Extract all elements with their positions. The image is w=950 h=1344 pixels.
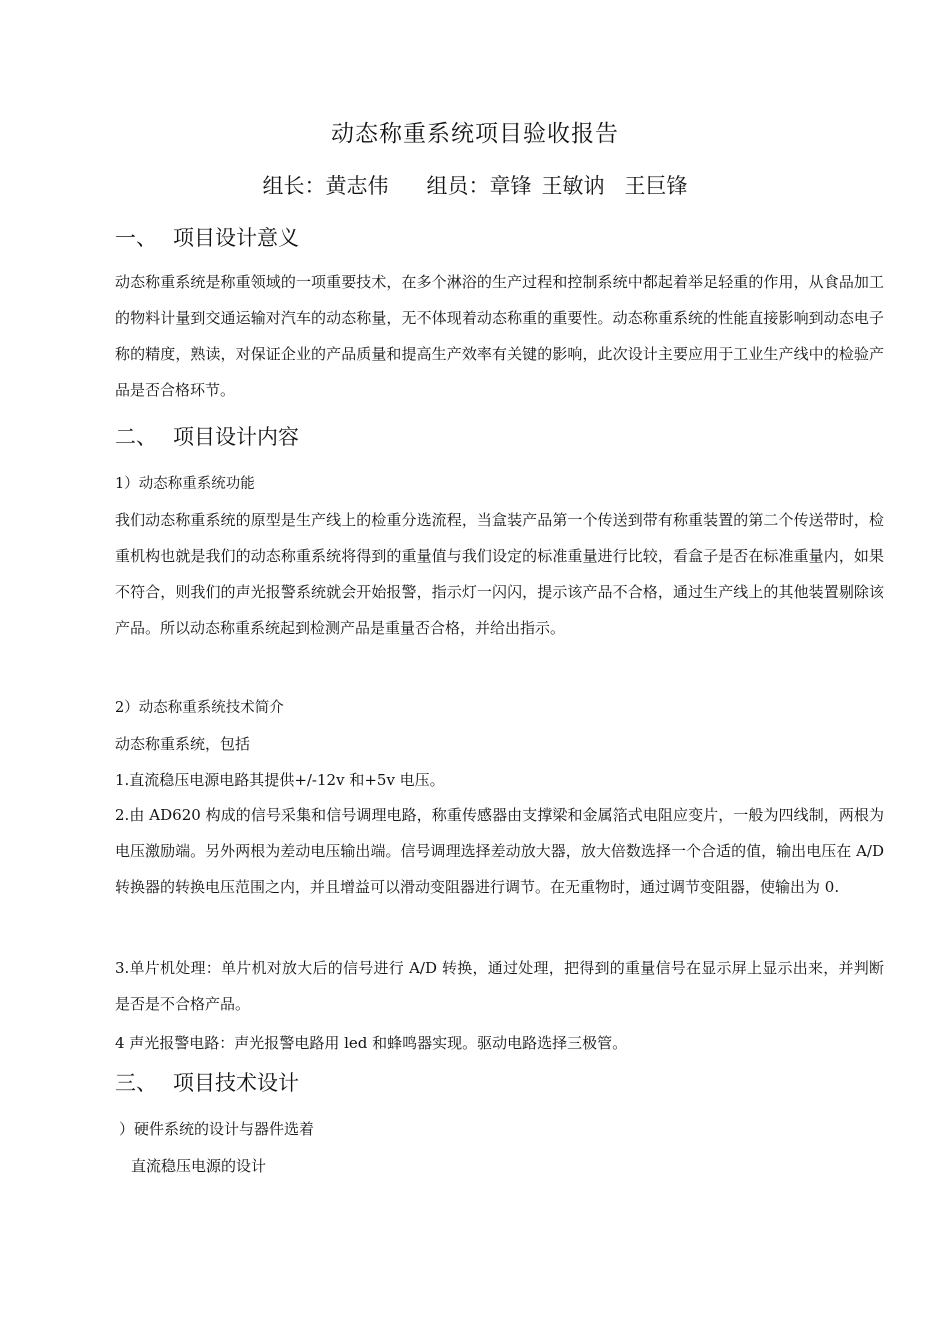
team-members-line [0,170,950,200]
subsection-title: 1）动态称重系统功能 [115,476,255,492]
section-heading [115,222,299,252]
members-label: 组员： [426,174,490,198]
section-number: 二、 [115,425,157,449]
member-name: 王敏讷 [541,174,605,198]
section-title: 项目技术设计 [173,1071,299,1095]
section-heading [115,1067,299,1097]
leader-name: 黄志伟 [325,174,389,198]
list-item: 2.由 AD620 构成的信号采集和信号调理电路，称重传感器由支撑梁和金属箔式电阻应变片，一般为四线制，两根为电压激励端。另外两根为差动电压输出端。信号调理选择差动放大器，放大倍数选择一个合适的值，输出电压在 A/D 转换器的转换电压范围之内，并且增益可以滑动变阻器进行调节。在无重物时，通过调节变阻器，使输出为 0. [115,806,884,896]
list-item: 1.直流稳压电源电路其提供+/-12v 和+5v 电压。 [115,771,445,789]
section-number: 一、 [115,226,157,250]
section-paragraph: 动态称重系统是称重领域的一项重要技术，在多个淋浴的生产过程和控制系统中都起着举足轻重的作用，从食品加工的物料计量到交通运输对汽车的动态称量，无不体现着动态称重的重要性。动态称重系统的性能直接影响到动态电子称的精度，熟读，对保证企业的产品质量和提高生产效率有关键的影响，此次设计主要应用于工业生产线中的检验产品是否合格环节。 [115,273,884,399]
leader-label: 组长： [262,174,326,198]
member-name: 王巨锋 [624,174,688,198]
section-title: 项目设计内容 [173,425,299,449]
list-intro: 动态称重系统，包括 [115,735,251,753]
subsection-title: ）硬件系统的设计与器件选着 [119,1120,315,1138]
document-title: 动态称重系统项目验收报告 [331,121,619,147]
subsection-item: 直流稳压电源的设计 [131,1157,267,1175]
list-item: 3.单片机处理：单片机对放大后的信号进行 A/D 转换，通过处理，把得到的重量信号在显示屏上显示出来，并判断是否是不合格产品。 [115,959,884,1013]
subsection-title: 2）动态称重系统技术简介 [115,700,284,716]
section-paragraph: 我们动态称重系统的原型是生产线上的检重分选流程，当盒装产品第一个传送到带有称重装置的第二个传送带时，检重机构也就是我们的动态称重系统将得到的重量值与我们设定的标准重量进行比较，看盒子是否在标准重量内，如果不符合，则我们的声光报警系统就会开始报警，指示灯一闪闪，提示该产品不合格，通过生产线上的其他装置剔除该产品。所以动态称重系统起到检测产品是重量否合格，并给出指示。 [115,511,884,637]
member-name: 章锋 [489,174,532,198]
section-number: 三、 [115,1071,157,1095]
list-item: 4 声光报警电路：声光报警电路用 led 和蜂鸣器实现。驱动电路选择三极管。 [115,1034,628,1052]
section-heading [115,421,299,451]
section-title: 项目设计意义 [173,226,299,250]
